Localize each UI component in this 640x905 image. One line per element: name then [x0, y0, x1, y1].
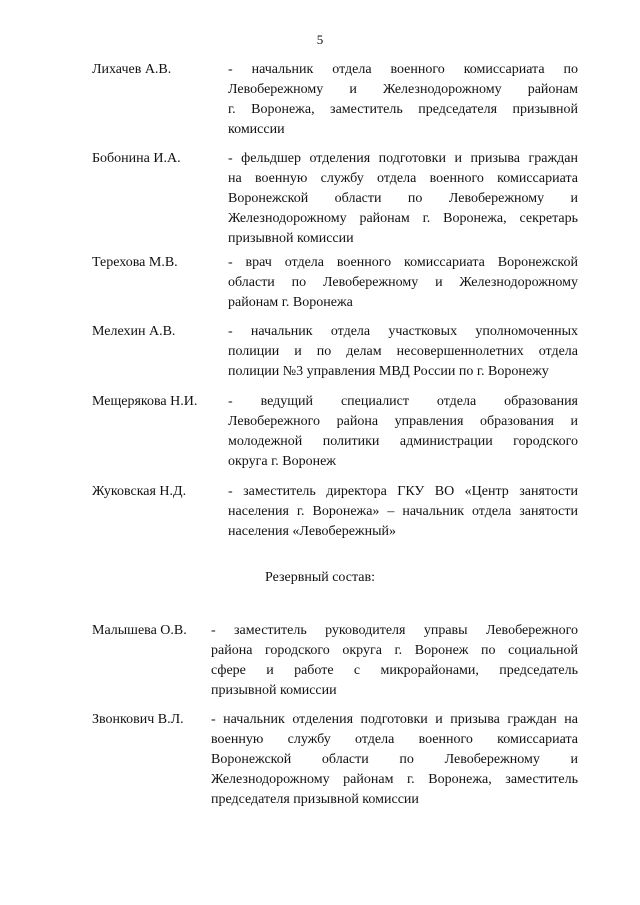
role-line: области по Левобережному и Железнодорожному — [228, 275, 578, 290]
role-line: Железнодорожному районам г. Воронежа, заместитель — [211, 772, 578, 787]
role-line: на военную службу отдела военного комиссариата — [228, 171, 578, 186]
member-role — [228, 149, 578, 249]
role-line: - начальник отдела военного комиссариата по — [228, 62, 578, 77]
member-role — [211, 710, 578, 810]
role-line: военную службу отдела военного комиссариата — [211, 732, 578, 747]
role-line: - заместитель руководителя управы Левобережного — [211, 623, 578, 638]
member-name: Мещерякова Н.И. — [92, 394, 198, 409]
role-line: Левобережного района управления образования и — [228, 414, 578, 429]
page-number: 5 — [316, 32, 324, 47]
role-line: районам г. Воронежа — [228, 295, 353, 310]
role-line: населения г. Воронежа» – начальник отдела занятости — [228, 504, 578, 519]
role-line: - заместитель директора ГКУ ВО «Центр занятости — [228, 484, 578, 499]
role-line: полиции и по делам несовершеннолетних отдела — [228, 344, 578, 359]
role-line: района городского округа г. Воронеж по социальной — [211, 643, 578, 658]
member-role — [228, 322, 578, 382]
member-role — [228, 60, 578, 140]
member-name: Лихачев А.В. — [92, 62, 172, 77]
role-line: Воронежской области по Левобережному и — [211, 752, 578, 767]
reserve-heading: Резервный состав: — [264, 570, 375, 585]
role-line: - врач отдела военного комиссариата Воронежской — [228, 255, 578, 270]
role-line: населения «Левобережный» — [228, 524, 396, 539]
member-name: Мелехин А.В. — [92, 324, 176, 339]
role-line: комиссии — [228, 122, 285, 137]
member-name: Звонкович В.Л. — [92, 712, 184, 727]
member-name: Терехова М.В. — [92, 255, 178, 270]
role-line: призывной комиссии — [228, 231, 354, 246]
member-role — [211, 621, 578, 701]
role-line: сфере и работе с микрорайонами, председатель — [211, 663, 578, 678]
role-line: округа г. Воронеж — [228, 454, 336, 469]
role-line: полиции №3 управления МВД России по г. Воронежу — [228, 364, 549, 379]
role-line: г. Воронежа, заместитель председателя призывной — [228, 102, 578, 117]
role-line: - начальник отделения подготовки и призыва граждан на — [211, 712, 578, 727]
member-role — [228, 482, 578, 542]
role-line: Железнодорожному районам г. Воронежа, секретарь — [228, 211, 578, 226]
role-line: Воронежской области по Левобережному и — [228, 191, 578, 206]
role-line: председателя призывной комиссии — [211, 792, 419, 807]
member-name: Малышева О.В. — [92, 623, 187, 638]
role-line: - ведущий специалист отдела образования — [228, 394, 578, 409]
role-line: молодежной политики администрации городского — [228, 434, 578, 449]
role-line: - фельдшер отделения подготовки и призыва граждан — [228, 151, 578, 166]
role-line: - начальник отдела участковых уполномоченных — [228, 324, 578, 339]
role-line: Левобережному и Железнодорожному районам — [228, 82, 578, 97]
member-name: Бобонина И.А. — [92, 151, 181, 166]
member-role — [228, 253, 578, 313]
member-role — [228, 392, 578, 472]
member-name: Жуковская Н.Д. — [92, 484, 187, 499]
role-line: призывной комиссии — [211, 683, 337, 698]
